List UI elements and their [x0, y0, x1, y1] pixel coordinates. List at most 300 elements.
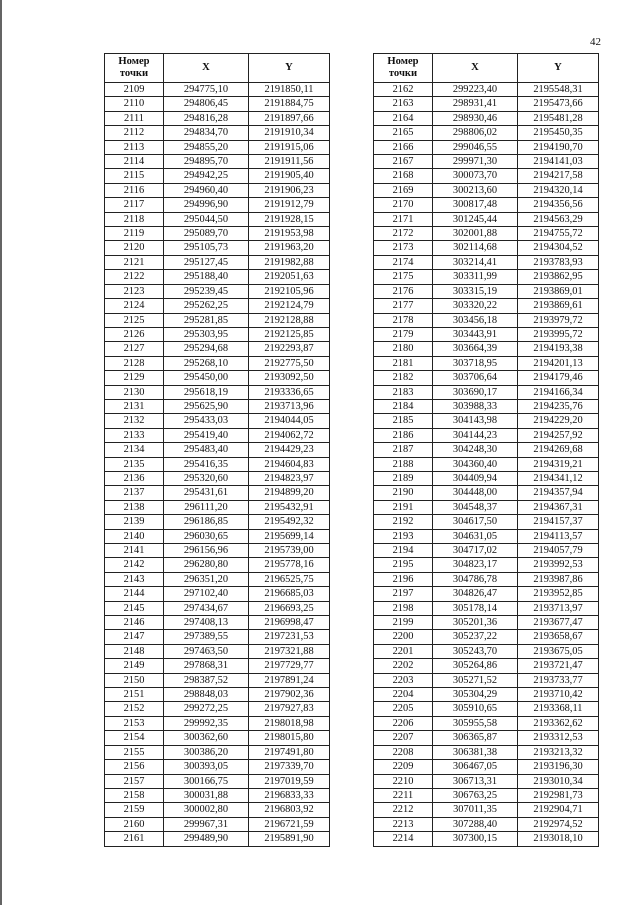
cell-x: 306381,38: [433, 745, 518, 759]
cell-point-number: 2198: [374, 601, 433, 615]
table-row: [105, 788, 330, 802]
cell-point-number: 2214: [374, 832, 433, 846]
cell-point-number: 2133: [105, 428, 164, 442]
cell-point-number: 2146: [105, 616, 164, 630]
cell-y: 2193869,01: [518, 284, 599, 298]
cell-x: 300393,05: [164, 760, 249, 774]
table-row: [374, 500, 599, 514]
table-row: [105, 529, 330, 543]
cell-y: 2197729,77: [249, 659, 330, 673]
table-row: [105, 255, 330, 269]
table-row: [374, 644, 599, 658]
cell-y: 2191982,88: [249, 255, 330, 269]
cell-point-number: 2148: [105, 644, 164, 658]
cell-y: 2191884,75: [249, 97, 330, 111]
cell-x: 297408,13: [164, 616, 249, 630]
cell-y: 2191915,06: [249, 140, 330, 154]
cell-y: 2194193,38: [518, 342, 599, 356]
cell-point-number: 2128: [105, 356, 164, 370]
cell-x: 303315,19: [433, 284, 518, 298]
cell-x: 304409,94: [433, 471, 518, 485]
table-row: [105, 803, 330, 817]
cell-y: 2192124,79: [249, 299, 330, 313]
cell-x: 298806,02: [433, 126, 518, 140]
table-row: [374, 616, 599, 630]
cell-x: 305201,36: [433, 616, 518, 630]
cell-point-number: 2151: [105, 688, 164, 702]
cell-x: 301245,44: [433, 212, 518, 226]
cell-x: 305271,52: [433, 673, 518, 687]
cell-x: 304548,37: [433, 500, 518, 514]
table-row: [374, 601, 599, 615]
cell-point-number: 2130: [105, 385, 164, 399]
table-row: [374, 299, 599, 313]
cell-point-number: 2213: [374, 817, 433, 831]
table-header-row: [374, 54, 599, 83]
cell-y: 2196721,59: [249, 817, 330, 831]
coordinates-table-right: [373, 53, 599, 847]
table-row: [105, 443, 330, 457]
table-row: [105, 817, 330, 831]
cell-point-number: 2135: [105, 457, 164, 471]
cell-x: 297868,31: [164, 659, 249, 673]
cell-y: 2191953,98: [249, 227, 330, 241]
cell-point-number: 2134: [105, 443, 164, 457]
cell-point-number: 2212: [374, 803, 433, 817]
cell-x: 300166,75: [164, 774, 249, 788]
cell-point-number: 2123: [105, 284, 164, 298]
table-row: [105, 544, 330, 558]
cell-y: 2193710,42: [518, 688, 599, 702]
cell-y: 2191850,11: [249, 83, 330, 97]
cell-y: 2194057,79: [518, 544, 599, 558]
cell-point-number: 2189: [374, 471, 433, 485]
cell-y: 2194304,52: [518, 241, 599, 255]
cell-x: 303718,95: [433, 356, 518, 370]
cell-point-number: 2175: [374, 270, 433, 284]
cell-point-number: 2186: [374, 428, 433, 442]
header-x: X: [433, 54, 518, 83]
table-row: [105, 126, 330, 140]
cell-x: 295239,45: [164, 284, 249, 298]
cell-y: 2193010,34: [518, 774, 599, 788]
header-point-number: [374, 54, 433, 83]
table-row: [105, 97, 330, 111]
cell-point-number: 2118: [105, 212, 164, 226]
table-row: [105, 630, 330, 644]
table-row: [105, 111, 330, 125]
cell-x: 304143,98: [433, 414, 518, 428]
table-row: [374, 443, 599, 457]
cell-y: 2192051,63: [249, 270, 330, 284]
table-row: [374, 716, 599, 730]
cell-x: 306763,25: [433, 788, 518, 802]
cell-point-number: 2112: [105, 126, 164, 140]
header-point-line1: Номер: [387, 56, 419, 67]
table-row: [105, 414, 330, 428]
cell-x: 303311,99: [433, 270, 518, 284]
cell-y: 2192904,71: [518, 803, 599, 817]
cell-y: 2197891,24: [249, 673, 330, 687]
cell-x: 295281,85: [164, 313, 249, 327]
cell-x: 305264,86: [433, 659, 518, 673]
cell-y: 2194357,94: [518, 486, 599, 500]
cell-y: 2191897,66: [249, 111, 330, 125]
cell-x: 299046,55: [433, 140, 518, 154]
cell-x: 304248,30: [433, 443, 518, 457]
cell-point-number: 2181: [374, 356, 433, 370]
cell-x: 294834,70: [164, 126, 249, 140]
cell-y: 2196525,75: [249, 572, 330, 586]
cell-point-number: 2152: [105, 702, 164, 716]
table-row: [374, 457, 599, 471]
cell-y: 2195548,31: [518, 83, 599, 97]
cell-y: 2193677,47: [518, 616, 599, 630]
cell-point-number: 2169: [374, 183, 433, 197]
page-edge-mark: [0, 0, 2, 905]
table-row: [374, 673, 599, 687]
cell-point-number: 2109: [105, 83, 164, 97]
table-row: [105, 169, 330, 183]
table-row: [374, 155, 599, 169]
cell-point-number: 2164: [374, 111, 433, 125]
cell-y: 2193196,30: [518, 760, 599, 774]
cell-y: 2193995,72: [518, 327, 599, 341]
cell-x: 303706,64: [433, 371, 518, 385]
table-row: [374, 371, 599, 385]
cell-point-number: 2194: [374, 544, 433, 558]
cell-x: 294816,28: [164, 111, 249, 125]
table-row: [105, 241, 330, 255]
cell-point-number: 2114: [105, 155, 164, 169]
cell-x: 300213,60: [433, 183, 518, 197]
cell-y: 2194367,31: [518, 500, 599, 514]
table-body-left: [105, 83, 330, 847]
table-row: [105, 558, 330, 572]
table-row: [374, 111, 599, 125]
cell-y: 2197321,88: [249, 644, 330, 658]
cell-y: 2193979,72: [518, 313, 599, 327]
table-row: [374, 212, 599, 226]
cell-point-number: 2191: [374, 500, 433, 514]
table-row: [105, 457, 330, 471]
table-row: [105, 500, 330, 514]
cell-x: 304826,47: [433, 587, 518, 601]
cell-point-number: 2206: [374, 716, 433, 730]
cell-x: 294855,20: [164, 140, 249, 154]
cell-point-number: 2163: [374, 97, 433, 111]
table-row: [105, 342, 330, 356]
table-row: [374, 284, 599, 298]
header-y: Y: [518, 54, 599, 83]
cell-y: 2194320,14: [518, 183, 599, 197]
cell-y: 2193362,62: [518, 716, 599, 730]
cell-x: 307288,40: [433, 817, 518, 831]
cell-y: 2193869,61: [518, 299, 599, 313]
cell-x: 295450,00: [164, 371, 249, 385]
cell-x: 299967,31: [164, 817, 249, 831]
cell-y: 2192775,50: [249, 356, 330, 370]
cell-point-number: 2142: [105, 558, 164, 572]
table-row: [105, 745, 330, 759]
cell-y: 2194179,46: [518, 371, 599, 385]
cell-point-number: 2120: [105, 241, 164, 255]
cell-point-number: 2158: [105, 788, 164, 802]
table-row: [105, 313, 330, 327]
cell-y: 2191911,56: [249, 155, 330, 169]
table-row: [374, 313, 599, 327]
cell-y: 2194157,37: [518, 515, 599, 529]
cell-point-number: 2196: [374, 572, 433, 586]
table-row: [105, 515, 330, 529]
cell-point-number: 2161: [105, 832, 164, 846]
cell-point-number: 2131: [105, 399, 164, 413]
cell-x: 297102,40: [164, 587, 249, 601]
table-row: [105, 198, 330, 212]
cell-x: 299223,40: [433, 83, 518, 97]
cell-y: 2194229,20: [518, 414, 599, 428]
cell-x: 305243,70: [433, 644, 518, 658]
cell-x: 298848,03: [164, 688, 249, 702]
cell-y: 2194563,29: [518, 212, 599, 226]
cell-point-number: 2190: [374, 486, 433, 500]
cell-x: 298387,52: [164, 673, 249, 687]
cell-point-number: 2144: [105, 587, 164, 601]
table-row: [105, 356, 330, 370]
table-row: [374, 198, 599, 212]
cell-y: 2192125,85: [249, 327, 330, 341]
cell-x: 304144,23: [433, 428, 518, 442]
cell-point-number: 2193: [374, 529, 433, 543]
cell-point-number: 2157: [105, 774, 164, 788]
cell-x: 294942,25: [164, 169, 249, 183]
cell-y: 2192128,88: [249, 313, 330, 327]
cell-y: 2193992,53: [518, 558, 599, 572]
cell-point-number: 2160: [105, 817, 164, 831]
cell-x: 295483,40: [164, 443, 249, 457]
cell-point-number: 2187: [374, 443, 433, 457]
cell-x: 296351,20: [164, 572, 249, 586]
table-row: [105, 688, 330, 702]
table-row: [105, 832, 330, 846]
cell-x: 307300,15: [433, 832, 518, 846]
cell-x: 295618,19: [164, 385, 249, 399]
cell-point-number: 2116: [105, 183, 164, 197]
table-row: [105, 399, 330, 413]
cell-y: 2193312,53: [518, 731, 599, 745]
table-row: [374, 587, 599, 601]
cell-y: 2194755,72: [518, 227, 599, 241]
cell-y: 2191928,15: [249, 212, 330, 226]
cell-point-number: 2141: [105, 544, 164, 558]
cell-y: 2194823,97: [249, 471, 330, 485]
cell-y: 2196685,03: [249, 587, 330, 601]
cell-y: 2194113,57: [518, 529, 599, 543]
cell-point-number: 2154: [105, 731, 164, 745]
cell-y: 2193018,10: [518, 832, 599, 846]
cell-point-number: 2129: [105, 371, 164, 385]
table-row: [105, 644, 330, 658]
cell-x: 306365,87: [433, 731, 518, 745]
cell-y: 2194062,72: [249, 428, 330, 442]
table-row: [374, 659, 599, 673]
header-point-line2: точки: [119, 68, 149, 79]
cell-point-number: 2149: [105, 659, 164, 673]
cell-point-number: 2122: [105, 270, 164, 284]
cell-x: 303443,91: [433, 327, 518, 341]
table-row: [105, 572, 330, 586]
cell-y: 2197019,59: [249, 774, 330, 788]
table-row: [105, 227, 330, 241]
cell-point-number: 2192: [374, 515, 433, 529]
table-row: [374, 428, 599, 442]
cell-point-number: 2137: [105, 486, 164, 500]
table-row: [374, 760, 599, 774]
cell-x: 297389,55: [164, 630, 249, 644]
cell-x: 297434,67: [164, 601, 249, 615]
cell-y: 2191906,23: [249, 183, 330, 197]
table-row: [374, 688, 599, 702]
cell-y: 2193733,77: [518, 673, 599, 687]
cell-y: 2192293,87: [249, 342, 330, 356]
cell-y: 2197339,70: [249, 760, 330, 774]
table-row: [374, 529, 599, 543]
cell-x: 294960,40: [164, 183, 249, 197]
table-row: [105, 731, 330, 745]
cell-point-number: 2165: [374, 126, 433, 140]
cell-x: 306467,05: [433, 760, 518, 774]
cell-point-number: 2117: [105, 198, 164, 212]
cell-y: 2194190,70: [518, 140, 599, 154]
cell-point-number: 2168: [374, 169, 433, 183]
table-row: [105, 616, 330, 630]
coordinates-table-left: [104, 53, 330, 847]
cell-y: 2196998,47: [249, 616, 330, 630]
table-row: [105, 428, 330, 442]
cell-point-number: 2179: [374, 327, 433, 341]
cell-y: 2198018,98: [249, 716, 330, 730]
cell-x: 295262,25: [164, 299, 249, 313]
cell-y: 2192974,52: [518, 817, 599, 831]
table-row: [105, 140, 330, 154]
cell-point-number: 2159: [105, 803, 164, 817]
cell-x: 304717,02: [433, 544, 518, 558]
cell-y: 2194429,23: [249, 443, 330, 457]
cell-point-number: 2155: [105, 745, 164, 759]
table-row: [374, 356, 599, 370]
cell-x: 298931,41: [433, 97, 518, 111]
cell-point-number: 2211: [374, 788, 433, 802]
cell-x: 307011,35: [433, 803, 518, 817]
cell-y: 2194235,76: [518, 399, 599, 413]
cell-point-number: 2119: [105, 227, 164, 241]
table-row: [105, 760, 330, 774]
cell-y: 2194341,12: [518, 471, 599, 485]
cell-point-number: 2132: [105, 414, 164, 428]
cell-y: 2191963,20: [249, 241, 330, 255]
cell-y: 2197902,36: [249, 688, 330, 702]
header-point-line2: точки: [388, 68, 418, 79]
cell-x: 295188,40: [164, 270, 249, 284]
cell-x: 296156,96: [164, 544, 249, 558]
cell-y: 2194044,05: [249, 414, 330, 428]
cell-point-number: 2176: [374, 284, 433, 298]
cell-point-number: 2184: [374, 399, 433, 413]
table-row: [374, 97, 599, 111]
cell-point-number: 2180: [374, 342, 433, 356]
cell-x: 305178,14: [433, 601, 518, 615]
cell-y: 2194166,34: [518, 385, 599, 399]
table-row: [374, 471, 599, 485]
cell-x: 299272,25: [164, 702, 249, 716]
table-row: [105, 587, 330, 601]
cell-point-number: 2111: [105, 111, 164, 125]
cell-point-number: 2166: [374, 140, 433, 154]
cell-x: 302114,68: [433, 241, 518, 255]
cell-point-number: 2121: [105, 255, 164, 269]
cell-point-number: 2183: [374, 385, 433, 399]
cell-point-number: 2203: [374, 673, 433, 687]
cell-y: 2194257,92: [518, 428, 599, 442]
cell-x: 304786,78: [433, 572, 518, 586]
cell-point-number: 2210: [374, 774, 433, 788]
table-row: [374, 745, 599, 759]
cell-point-number: 2140: [105, 529, 164, 543]
header-y: Y: [249, 54, 330, 83]
cell-x: 300073,70: [433, 169, 518, 183]
cell-y: 2193368,11: [518, 702, 599, 716]
table-row: [105, 299, 330, 313]
cell-y: 2195481,28: [518, 111, 599, 125]
cell-y: 2193862,95: [518, 270, 599, 284]
cell-point-number: 2153: [105, 716, 164, 730]
table-row: [105, 284, 330, 298]
table-row: [105, 155, 330, 169]
table-row: [374, 774, 599, 788]
cell-y: 2193721,47: [518, 659, 599, 673]
cell-point-number: 2209: [374, 760, 433, 774]
cell-x: 295433,03: [164, 414, 249, 428]
cell-x: 295268,10: [164, 356, 249, 370]
table-row: [105, 702, 330, 716]
cell-x: 295105,73: [164, 241, 249, 255]
cell-y: 2193713,97: [518, 601, 599, 615]
cell-x: 300031,88: [164, 788, 249, 802]
table-row: [105, 716, 330, 730]
cell-x: 299489,90: [164, 832, 249, 846]
table-row: [374, 630, 599, 644]
cell-x: 295044,50: [164, 212, 249, 226]
table-row: [374, 227, 599, 241]
cell-x: 304823,17: [433, 558, 518, 572]
cell-x: 303320,22: [433, 299, 518, 313]
table-row: [374, 183, 599, 197]
cell-y: 2195891,90: [249, 832, 330, 846]
cell-x: 304360,40: [433, 457, 518, 471]
table-row: [105, 212, 330, 226]
table-row: [105, 673, 330, 687]
cell-point-number: 2167: [374, 155, 433, 169]
cell-y: 2195492,32: [249, 515, 330, 529]
table-row: [374, 515, 599, 529]
table-row: [374, 399, 599, 413]
cell-x: 296030,65: [164, 529, 249, 543]
table-row: [374, 832, 599, 846]
table-row: [374, 270, 599, 284]
cell-y: 2194141,03: [518, 155, 599, 169]
cell-y: 2192981,73: [518, 788, 599, 802]
cell-x: 299971,30: [433, 155, 518, 169]
